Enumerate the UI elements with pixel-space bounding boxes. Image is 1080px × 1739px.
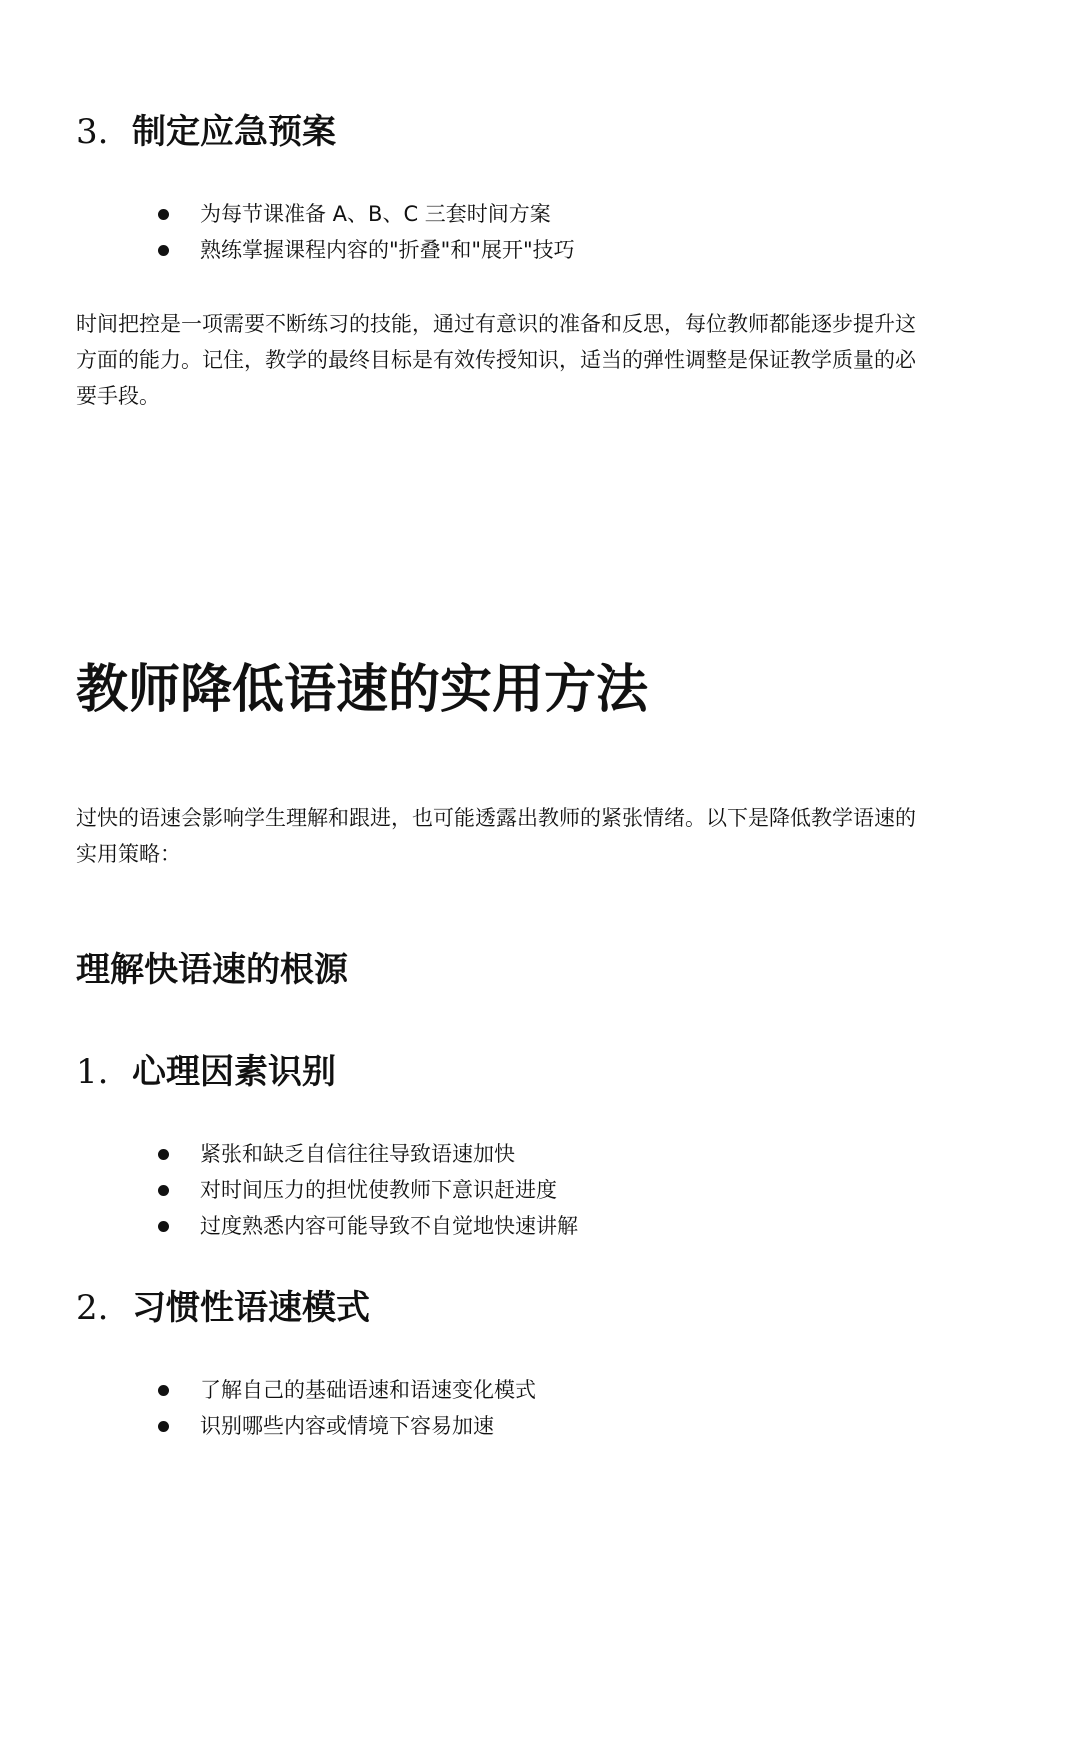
heading-roots: 理解快语速的根源 <box>76 950 348 990</box>
list-item: 了解自己的基础语速和语速变化模式 <box>158 1372 536 1408</box>
heading-text: 制定应急预案 <box>132 112 336 152</box>
list-item: 熟练掌握课程内容的"折叠"和"展开"技巧 <box>158 232 575 268</box>
heading-emergency-plan <box>76 112 336 152</box>
emergency-plan-list <box>158 196 575 268</box>
psych-factors-list <box>158 1136 578 1244</box>
heading-text: 习惯性语速模式 <box>132 1288 370 1328</box>
bullet-icon <box>158 1421 169 1432</box>
bullet-icon <box>158 1149 169 1160</box>
bullet-icon <box>158 1185 169 1196</box>
paragraph-line: 要手段。 <box>76 384 160 408</box>
bullet-icon <box>158 1221 169 1232</box>
habit-patterns-list <box>158 1372 536 1444</box>
bullet-icon <box>158 245 169 256</box>
bullet-icon <box>158 1385 169 1396</box>
heading-habit-patterns <box>76 1288 370 1328</box>
list-item: 为每节课准备 A、B、C 三套时间方案 <box>158 196 575 232</box>
bullet-icon <box>158 209 169 220</box>
paragraph-line: 过快的语速会影响学生理解和跟进，也可能透露出教师的紧张情绪。以下是降低教学语速的 <box>76 806 916 830</box>
heading-number: 1. <box>76 1052 109 1092</box>
paragraph-line: 方面的能力。记住，教学的最终目标是有效传授知识，适当的弹性调整是保证教学质量的必 <box>76 348 916 372</box>
heading-text: 心理因素识别 <box>132 1052 336 1092</box>
paragraph-line: 实用策略： <box>76 842 181 866</box>
heading-number: 3. <box>76 112 109 152</box>
heading-psych-factors <box>76 1052 336 1092</box>
conclusion-paragraph <box>76 306 1026 414</box>
intro-paragraph <box>76 800 1026 872</box>
list-item: 识别哪些内容或情境下容易加速 <box>158 1408 536 1444</box>
list-item: 对时间压力的担忧使教师下意识赶进度 <box>158 1172 578 1208</box>
heading-number: 2. <box>76 1288 109 1328</box>
list-item: 过度熟悉内容可能导致不自觉地快速讲解 <box>158 1208 578 1244</box>
list-item: 紧张和缺乏自信往往导致语速加快 <box>158 1136 578 1172</box>
chapter-title: 教师降低语速的实用方法 <box>76 660 649 720</box>
paragraph-line: 时间把控是一项需要不断练习的技能，通过有意识的准备和反思，每位教师都能逐步提升这 <box>76 312 916 336</box>
